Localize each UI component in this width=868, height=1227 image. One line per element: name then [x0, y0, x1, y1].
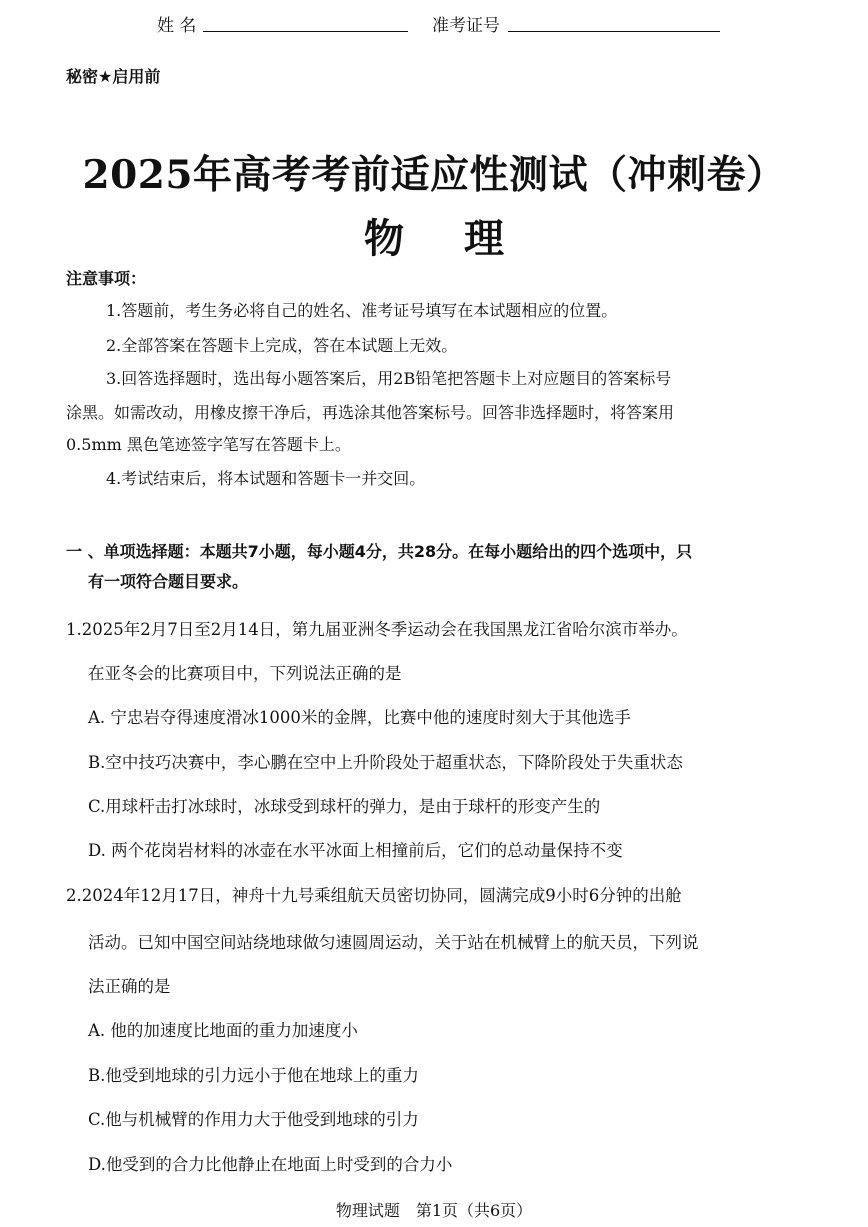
notice-item-4: 4.考试结束后，将本试题和答题卡一并交回。: [106, 469, 426, 488]
page-footer: 物理试题 第1页（共6页）: [335, 1201, 533, 1220]
question-2-stem-cont-1: 活动。已知中国空间站绕地球做匀速圆周运动，关于站在机械臂上的航天员，下列说: [88, 933, 699, 952]
question-2-option-a: A. 他的加速度比地面的重力加速度小: [88, 1021, 358, 1040]
exam-id-field-label: 准考证号: [432, 16, 500, 36]
exam-id-field-line[interactable]: [508, 31, 720, 32]
notice-heading: 注意事项：: [66, 269, 147, 288]
notice-item-3-cont-2: 0.5mm 黑色笔迹签字笔写在答题卡上。: [66, 435, 351, 454]
notice-item-1: 1.答题前，考生务必将自己的姓名、准考证号填写在本试题相应的位置。: [106, 301, 618, 320]
secret-mark: 秘密★启用前: [66, 67, 161, 86]
exam-title: 2025年高考考前适应性测试（冲刺卷）: [82, 152, 786, 198]
question-2-option-b: B.他受到地球的引力远小于他在地球上的重力: [88, 1066, 419, 1085]
question-1-option-b: B.空中技巧决赛中，李心鹏在空中上升阶段处于超重状态，下降阶段处于失重状态: [88, 753, 683, 772]
question-1-stem: 1.2025年2月7日至2月14日，第九届亚洲冬季运动会在我国黑龙江省哈尔滨市举办。: [66, 620, 688, 639]
question-1-option-a: A. 宁忠岩夺得速度滑冰1000米的金牌，比赛中他的速度时刻大于其他选手: [88, 708, 631, 727]
question-2-option-d: D.他受到的合力比他静止在地面上时受到的合力小: [88, 1155, 453, 1174]
question-2-option-c: C.他与机械臂的作用力大于他受到地球的引力: [88, 1110, 419, 1129]
name-field-label: 姓 名: [157, 16, 197, 36]
notice-item-3: 3.回答选择题时，选出每小题答案后，用2B铅笔把答题卡上对应题目的答案标号: [106, 369, 672, 388]
question-1-option-c: C.用球杆击打冰球时，冰球受到球杆的弹力，是由于球杆的形变产生的: [88, 797, 601, 816]
notice-item-2: 2.全部答案在答题卡上完成，答在本试题上无效。: [106, 336, 458, 355]
section-1-heading-cont: 有一项符合题目要求。: [88, 572, 249, 591]
subject-title: 物理: [364, 215, 564, 262]
question-1-stem-cont: 在亚冬会的比赛项目中，下列说法正确的是: [88, 664, 402, 683]
section-1-heading: 一 、单项选择题：本题共7小题，每小题4分，共28分。在每小题给出的四个选项中，只: [66, 542, 693, 561]
question-2-stem: 2.2024年12月17日，神舟十九号乘组航天员密切协同，圆满完成9小时6分钟的出舱: [66, 886, 682, 905]
question-2-stem-cont-2: 法正确的是: [88, 977, 171, 996]
notice-item-3-cont-1: 涂黑。如需改动，用橡皮擦干净后，再选涂其他答案标号。回答非选择题时，将答案用: [66, 403, 675, 422]
question-1-option-d: D. 两个花岗岩材料的冰壶在水平冰面上相撞前后，它们的总动量保持不变: [88, 841, 623, 860]
name-field-line[interactable]: [203, 31, 408, 32]
